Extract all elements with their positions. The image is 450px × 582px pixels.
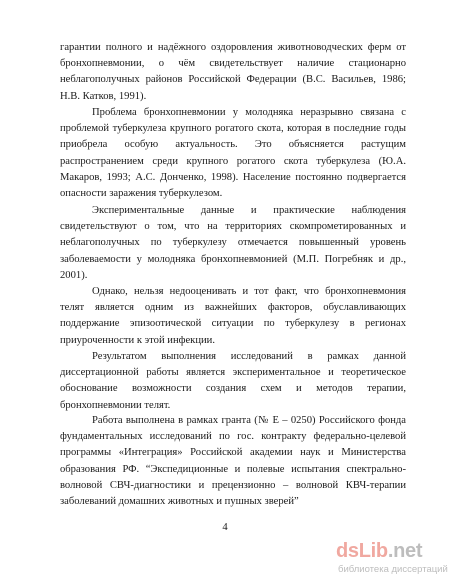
paragraph-3: Экспериментальные данные и практические наблюдения свидетельствуют о том, что на территориях скомпрометированных и неблагополучных по туберкулезу отмечается повышенный уровень заболеваемости у молодняка бронхопневмонией (М.П. Погребняк и др., 2001). [60, 205, 406, 281]
paragraph-5: Результатом выполнения исследований в рамках данной диссертационной работы является экспериментальное и теоретическое обоснование возможности создания схем и методов терапии, бронхопневмонии телят. [60, 351, 406, 411]
watermark-logo [336, 540, 422, 563]
paragraph-2: Проблема бронхопневмонии у молодняка неразрывно связана с проблемой туберкулеза крупного рогатого скота, которая в последние годы приобрела особую актуальность. Это объясняется растущим распространением среди крупного рогатого скота туберкулеза (Ю.А. Макаров, 1993; А.С. Донченко, 1998). Население постоянно подвергается опасности заражения туберкулезом. [60, 107, 406, 200]
paragraph-6: Работа выполнена в рамках гранта (№ Е – 0250) Российского фонда фундаментальных исследований по гос. контракту федерально-целевой программы «Интеграция» Российской академии наук и Министерства образования РФ. “Экспедиционные и полевые испытания спектрально-волновой СВЧ-диагностики и прецензионно – волновой КВЧ-терапии заболеваний домашних животных и пушных зверей” [60, 415, 406, 508]
watermark-logo-net: net [393, 540, 423, 562]
watermark [326, 540, 450, 582]
watermark-logo-dot: . [387, 540, 394, 562]
paragraph-4: Однако, нельзя недооценивать и тот факт, что бронхопневмония телят является одним из важнейших факторов, обуславливающих поддержание эпизоотической ситуации по туберкулезу в регионах приуроченности к этой инфекции. [60, 286, 406, 346]
watermark-logo-lib: Lib [358, 540, 388, 562]
watermark-subtitle: библиотека диссертаций [338, 564, 448, 575]
watermark-logo-ds: ds [336, 540, 359, 562]
page-number: 4 [222, 522, 228, 533]
paragraph-1: гарантии полного и надёжного оздоровления животноводческих ферм от бронхопневмонии, о чём свидетельствует наличие стационарно неблагополучных районов Российской Федерации (В.С. Васильев, 1986; Н.В. Катков, 1991). [60, 42, 406, 102]
